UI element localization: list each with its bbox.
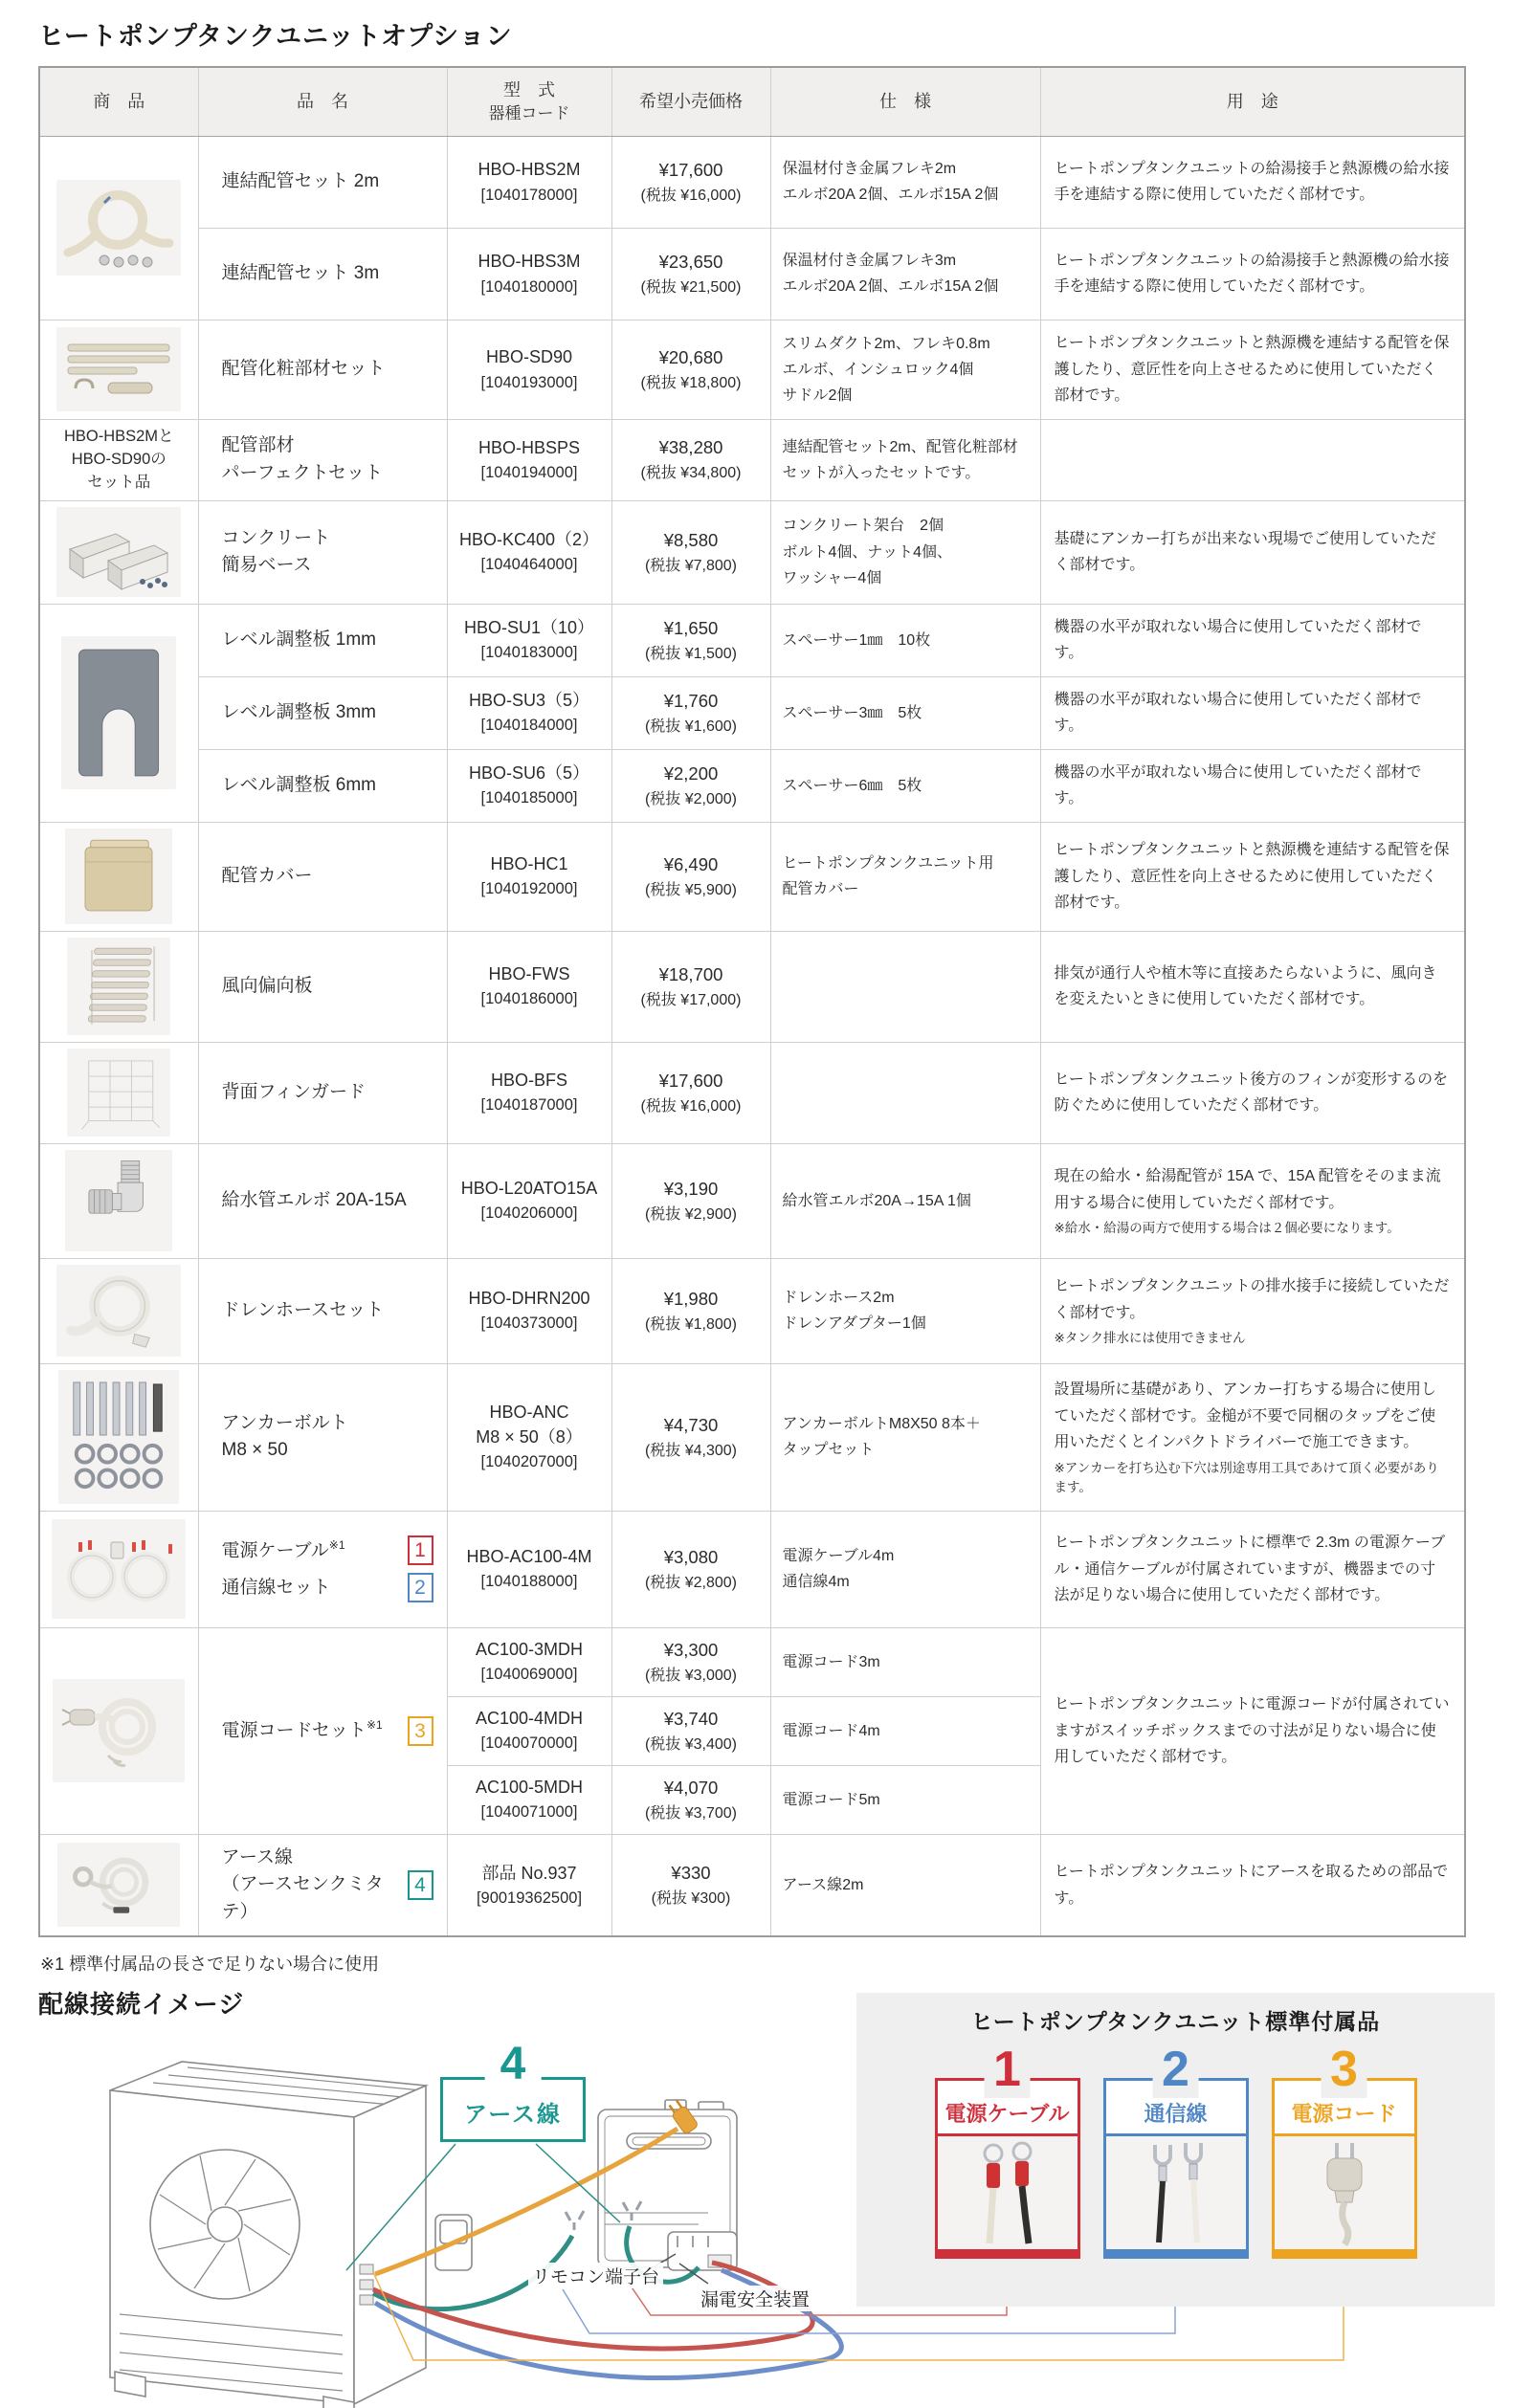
spec-cell: ドレンホース2m ドレンアダプター1個 — [770, 1258, 1040, 1363]
price-cell: ¥18,700 (税抜 ¥17,000) — [611, 931, 770, 1042]
product-cell — [39, 931, 198, 1042]
use-cell: 設置場所に基礎があり、アンカー打ちする場合に使用していただく部材です。金槌が不要で同梱のタップをご使用いただくとインパクトドライバーで施工できます。 ※アンカーを打ち込む下穴は別途専用工具であけて頂く必要があります。 — [1040, 1363, 1465, 1511]
name-cell: 連結配管セット 2m — [198, 136, 447, 228]
tank-unit-drawing — [598, 2100, 737, 2270]
model-cell: HBO-AC100-4M [1040188000] — [447, 1511, 611, 1627]
diagram-title: 配線接続イメージ — [38, 1990, 245, 2020]
use-cell: ヒートポンプタンクユニットに電源コードが付属されていますがスイッチボックスまでの寸法が足りない場合に使用していただく部材です。 — [1040, 1627, 1465, 1834]
model-cell: AC100-3MDH [1040069000] — [447, 1627, 611, 1696]
use-cell: 基礎にアンカー打ちが出来ない現場でご使用していただく部材です。 — [1040, 500, 1465, 604]
name-cell: 連結配管セット 3m — [198, 228, 447, 320]
table-row — [39, 228, 1465, 320]
callout-label: アース線 — [463, 2102, 563, 2129]
use-note: ※タンク排水には使用できません — [1054, 1331, 1246, 1346]
spec-cell: アース線2m — [770, 1834, 1040, 1936]
standard-accessories-box — [856, 1993, 1495, 2307]
card-number: 2 — [1152, 2043, 1199, 2097]
spec-cell: 連結配管セット2m、配管化粧部材 セットが入ったセットです。 — [770, 419, 1040, 500]
power-cord-image — [53, 1679, 185, 1782]
elbow-image — [65, 1150, 172, 1251]
model-cell: HBO-KC400（2） [1040464000] — [447, 500, 611, 604]
name-line: 通信線セット — [221, 1577, 331, 1598]
spec-cell: 電源コード3m — [770, 1627, 1040, 1696]
name-cell — [198, 1627, 447, 1834]
use-cell: ヒートポンプタンクユニットと熱源機を連結する配管を保護したり、意匠性を向上させるために使用していただく部材です。 — [1040, 822, 1465, 931]
table-row — [39, 136, 1465, 228]
price-cell: ¥3,080 (税抜 ¥2,800) — [611, 1511, 770, 1627]
callout-number: 4 — [485, 2040, 542, 2090]
price-cell: ¥3,190 (税抜 ¥2,900) — [611, 1143, 770, 1258]
power-cable-photo — [938, 2136, 1078, 2249]
spec-cell: スペーサー6㎜ 5枚 — [770, 749, 1040, 822]
hose-coil-image — [56, 180, 181, 276]
table-row — [39, 1143, 1465, 1258]
spec-cell: 給水管エルボ20A→15A 1個 — [770, 1143, 1040, 1258]
price-cell: ¥17,600 (税抜 ¥16,000) — [611, 136, 770, 228]
price-cell: ¥23,650 (税抜 ¥21,500) — [611, 228, 770, 320]
table-row — [39, 1363, 1465, 1511]
use-cell — [1040, 419, 1465, 500]
name-cell: コンクリート 簡易ベース — [198, 500, 447, 604]
name-cell: ドレンホースセット — [198, 1258, 447, 1363]
use-cell: ヒートポンプタンクユニットと熱源機を連結する配管を保護したり、意匠性を向上させるために使用していただく部材です。 — [1040, 320, 1465, 419]
accessories-title: ヒートポンプタンクユニット標準付属品 — [970, 2009, 1381, 2035]
spec-cell: 電源コード5m — [770, 1765, 1040, 1834]
product-cell — [39, 1042, 198, 1143]
accessory-card-power-cable — [935, 2042, 1080, 2259]
product-cell — [39, 1834, 198, 1936]
col-header-price: 希望小売価格 — [611, 67, 770, 136]
price-cell: ¥3,300 (税抜 ¥3,000) — [611, 1627, 770, 1696]
table-row — [39, 676, 1465, 749]
spec-cell: アンカーボルトM8X50 8本＋ タップセット — [770, 1363, 1040, 1511]
card-number: 1 — [984, 2043, 1031, 2097]
name-cell: 背面フィンガード — [198, 1042, 447, 1143]
product-cell — [39, 500, 198, 604]
name-cell: 風向偏向板 — [198, 931, 447, 1042]
options-table — [38, 66, 1466, 1937]
concrete-base-image — [56, 507, 181, 597]
price-cell: ¥20,680 (税抜 ¥18,800) — [611, 320, 770, 419]
table-header-row — [39, 67, 1465, 136]
table-row — [39, 822, 1465, 931]
col-header-use: 用 途 — [1040, 67, 1465, 136]
model-cell: HBO-DHRN200 [1040373000] — [447, 1258, 611, 1363]
spec-cell: コンクリート架台 2個 ボルト4個、ナット4個、 ワッシャー4個 — [770, 500, 1040, 604]
use-note: ※アンカーを打ち込む下穴は別途専用工具であけて頂く必要があります。 — [1054, 1460, 1439, 1495]
leakage-breaker-label: 漏電安全装置 — [697, 2286, 813, 2311]
model-cell: HBO-SU3（5） [1040184000] — [447, 676, 611, 749]
price-cell: ¥38,280 (税抜 ¥34,800) — [611, 419, 770, 500]
name-cell — [198, 1511, 447, 1627]
name-line: 電源ケーブル$^{※1}$ — [221, 1537, 345, 1561]
name-line: 電源コードセット$^{※1}$ — [221, 1718, 383, 1741]
comm-line-photo — [1106, 2136, 1246, 2249]
price-cell: ¥330 (税抜 ¥300) — [611, 1834, 770, 1936]
name-cell: 給水管エルボ 20A-15A — [198, 1143, 447, 1258]
model-cell: 部品 No.937 [90019362500] — [447, 1834, 611, 1936]
model-cell: HBO-HC1 [1040192000] — [447, 822, 611, 931]
price-cell: ¥1,650 (税抜 ¥1,500) — [611, 604, 770, 676]
col-header-product: 商 品 — [39, 67, 198, 136]
use-cell: ヒートポンプタンクユニットの排水接手に接続していただく部材です。 ※タンク排水には使用できません — [1040, 1258, 1465, 1363]
product-cell — [39, 419, 198, 500]
pipe-duct-set-image — [56, 327, 181, 411]
spec-cell: 電源コード4m — [770, 1696, 1040, 1765]
product-cell — [39, 1511, 198, 1627]
use-cell: ヒートポンプタンクユニットにアースを取るための部品です。 — [1040, 1834, 1465, 1936]
use-cell: 機器の水平が取れない場合に使用していただく部材です。 — [1040, 749, 1465, 822]
name-cell: 配管カバー — [198, 822, 447, 931]
page-title: ヒートポンプタンクユニットオプション — [38, 22, 513, 51]
level-plate-image — [61, 636, 176, 789]
use-cell: ヒートポンプタンクユニットに標準で 2.3m の電源ケーブル・通信ケーブルが付属されていますが、機器までの寸法が足りない場合に使用していただく部材です。 — [1040, 1511, 1465, 1627]
remocon-terminal-label: リモコン端子台 — [528, 2263, 663, 2288]
card-label: 通信線 — [1144, 2102, 1208, 2127]
anchor-bolts-image — [58, 1370, 179, 1504]
name-line: アース線 （アースセンクミタテ） — [221, 1846, 384, 1922]
product-cell — [39, 320, 198, 419]
badge-4: 4 — [408, 1870, 433, 1900]
badge-3: 3 — [408, 1716, 433, 1746]
table-row — [39, 604, 1465, 676]
product-cell — [39, 1627, 198, 1834]
model-cell: AC100-4MDH [1040070000] — [447, 1696, 611, 1765]
model-cell: HBO-HBSPS [1040194000] — [447, 419, 611, 500]
product-cell — [39, 604, 198, 822]
spec-cell: 保温材付き金属フレキ2m エルボ20A 2個、エルボ15A 2個 — [770, 136, 1040, 228]
product-cell — [39, 1258, 198, 1363]
name-cell: レベル調整板 3mm — [198, 676, 447, 749]
use-cell: 現在の給水・給湯配管が 15A で、15A 配管をそのまま流用する場合に使用していただく部材です。 ※給水・給湯の両方で使用する場合は２個必要になります。 — [1040, 1143, 1465, 1258]
footnote: ※1 標準付属品の長さで足りない場合に使用 — [40, 1955, 380, 1975]
drain-hose-image — [56, 1265, 181, 1357]
price-cell: ¥8,580 (税抜 ¥7,800) — [611, 500, 770, 604]
badge-1: 1 — [408, 1535, 433, 1565]
model-cell: HBO-SU6（5） [1040185000] — [447, 749, 611, 822]
table-row — [39, 1627, 1465, 1696]
spec-cell: 保温材付き金属フレキ3m エルボ20A 2個、エルボ15A 2個 — [770, 228, 1040, 320]
use-cell: 排気が通行人や植木等に直接あたらないように、風向きを変えたいときに使用していただく部材です。 — [1040, 931, 1465, 1042]
fin-guard-image — [67, 1049, 170, 1137]
model-cell: HBO-FWS [1040186000] — [447, 931, 611, 1042]
accessory-card-comm-line — [1103, 2042, 1249, 2259]
table-row — [39, 1834, 1465, 1936]
earth-wire-callout — [440, 2039, 586, 2142]
table-row — [39, 1042, 1465, 1143]
earth-wire-image — [57, 1843, 180, 1927]
card-label: 電源コード — [1291, 2102, 1397, 2127]
model-cell: HBO-HBS2M [1040178000] — [447, 136, 611, 228]
table-row — [39, 1258, 1465, 1363]
pipe-cover-image — [65, 828, 172, 924]
heat-pump-unit-drawing — [110, 2062, 426, 2408]
name-cell — [198, 1834, 447, 1936]
col-header-name: 品 名 — [198, 67, 447, 136]
spec-cell: ヒートポンプタンクユニット用 配管カバー — [770, 822, 1040, 931]
price-cell: ¥2,200 (税抜 ¥2,000) — [611, 749, 770, 822]
product-cell — [39, 1363, 198, 1511]
product-cell — [39, 822, 198, 931]
use-cell: 機器の水平が取れない場合に使用していただく部材です。 — [1040, 676, 1465, 749]
model-cell: HBO-HBS3M [1040180000] — [447, 228, 611, 320]
price-cell: ¥6,490 (税抜 ¥5,900) — [611, 822, 770, 931]
use-cell: ヒートポンプタンクユニットの給湯接手と熱源機の給水接手を連結する際に使用していただく部材です。 — [1040, 136, 1465, 228]
spec-cell: スリムダクト2m、フレキ0.8m エルボ、インシュロック4個 サドル2個 — [770, 320, 1040, 419]
model-cell: HBO-BFS [1040187000] — [447, 1042, 611, 1143]
louver-image — [67, 938, 170, 1035]
model-cell: HBO-SD90 [1040193000] — [447, 320, 611, 419]
table-row — [39, 419, 1465, 500]
price-cell: ¥4,070 (税抜 ¥3,700) — [611, 1765, 770, 1834]
spec-cell: 電源ケーブル4m 通信線4m — [770, 1511, 1040, 1627]
col-header-spec: 仕 様 — [770, 67, 1040, 136]
use-note: ※給水・給湯の両方で使用する場合は２個必要になります。 — [1054, 1221, 1400, 1236]
table-row — [39, 931, 1465, 1042]
spec-cell — [770, 931, 1040, 1042]
price-cell: ¥4,730 (税抜 ¥4,300) — [611, 1363, 770, 1511]
name-cell: 配管部材 パーフェクトセット — [198, 419, 447, 500]
price-cell: ¥1,760 (税抜 ¥1,600) — [611, 676, 770, 749]
spec-cell — [770, 1042, 1040, 1143]
wiring-diagram — [38, 1985, 1495, 2408]
use-cell: ヒートポンプタンクユニットの給湯接手と熱源機の給水接手を連結する際に使用していただく部材です。 — [1040, 228, 1465, 320]
name-cell: 配管化粧部材セット — [198, 320, 447, 419]
use-cell: 機器の水平が取れない場合に使用していただく部材です。 — [1040, 604, 1465, 676]
product-cell — [39, 1143, 198, 1258]
model-cell: HBO-ANC M8 × 50（8） [1040207000] — [447, 1363, 611, 1511]
col-header-model: 型 式 器種コード — [447, 67, 611, 136]
cable-set-image — [52, 1519, 186, 1619]
table-row — [39, 1511, 1465, 1627]
table-row — [39, 320, 1465, 419]
price-cell: ¥1,980 (税抜 ¥1,800) — [611, 1258, 770, 1363]
use-cell: ヒートポンプタンクユニット後方のフィンが変形するのを防ぐために使用していただく部材です。 — [1040, 1042, 1465, 1143]
model-cell: HBO-SU1（10） [1040183000] — [447, 604, 611, 676]
price-cell: ¥3,740 (税抜 ¥3,400) — [611, 1696, 770, 1765]
product-cell — [39, 136, 198, 320]
spec-cell: スペーサー1㎜ 10枚 — [770, 604, 1040, 676]
price-cell: ¥17,600 (税抜 ¥16,000) — [611, 1042, 770, 1143]
card-number: 3 — [1321, 2043, 1367, 2097]
product-note: HBO-HBS2Mと HBO-SD90の セット品 — [63, 427, 174, 491]
power-cord-photo — [1275, 2136, 1414, 2249]
name-cell: レベル調整板 6mm — [198, 749, 447, 822]
table-row — [39, 749, 1465, 822]
card-label: 電源ケーブル — [944, 2102, 1070, 2127]
accessory-card-power-cord — [1272, 2042, 1417, 2259]
spec-cell: スペーサー3㎜ 5枚 — [770, 676, 1040, 749]
model-cell: AC100-5MDH [1040071000] — [447, 1765, 611, 1834]
table-row — [39, 500, 1465, 604]
badge-2: 2 — [408, 1573, 433, 1602]
name-cell: アンカーボルト M8 × 50 — [198, 1363, 447, 1511]
model-cell: HBO-L20ATO15A [1040206000] — [447, 1143, 611, 1258]
name-cell: レベル調整板 1mm — [198, 604, 447, 676]
